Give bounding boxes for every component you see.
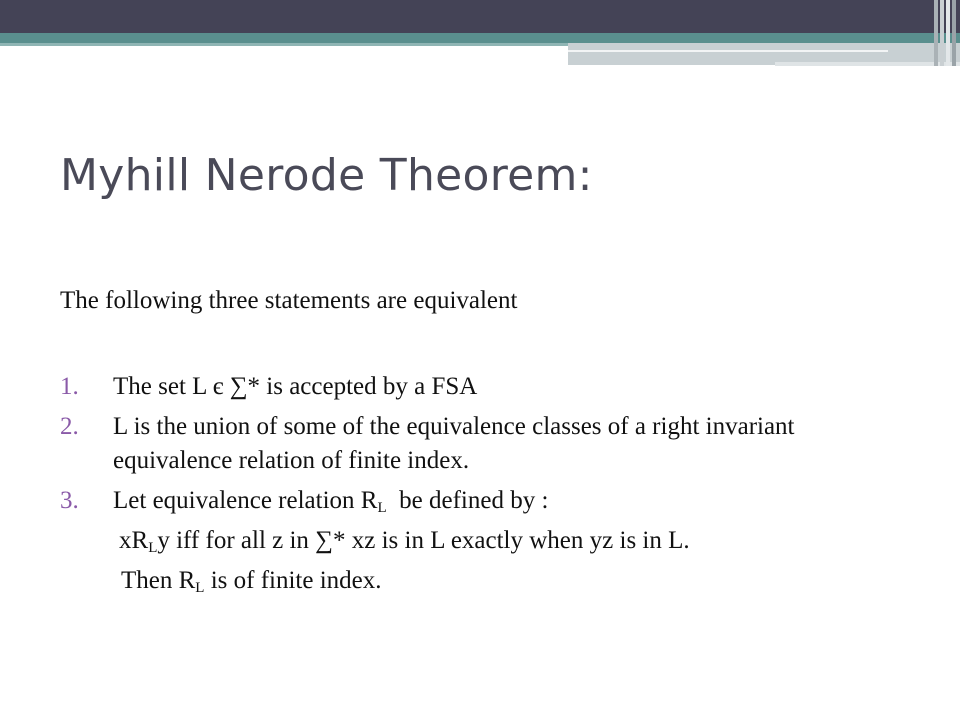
list-item-text (113, 484, 920, 518)
text-part: xR (119, 527, 149, 554)
text-part: Let equivalence relation R (113, 487, 378, 514)
list-item (60, 370, 920, 404)
subscript: L (377, 500, 387, 516)
header-band-white-line (568, 50, 888, 52)
list-item-text: L is the union of some of the equivalence classes of a right invariant equivalence relation of finite index. (113, 413, 795, 474)
header-band-teal-light (0, 43, 568, 46)
header-band-teal (0, 33, 960, 43)
subscript: L (195, 580, 205, 596)
text-part: be defined by : (386, 487, 549, 514)
list-number: 2. (60, 413, 79, 440)
intro-text: The following three statements are equivalent (60, 287, 518, 314)
header-band-grey-small (775, 62, 960, 66)
header-band-dark (0, 0, 960, 33)
text-part: y iff for all z in ∑* xz is in L exactly when yz is in L. (157, 527, 690, 554)
list-item-text: The set L є ∑* is accepted by a FSA (113, 373, 478, 400)
continuation-line-2 (121, 564, 920, 598)
list-number: 1. (60, 373, 79, 400)
slide-title: Myhill Nerode Theorem: (60, 150, 593, 201)
list-number: 3. (60, 487, 79, 514)
list-item (60, 484, 920, 518)
list-item (60, 410, 920, 478)
statement-list (60, 370, 920, 598)
subscript: L (148, 540, 158, 556)
text-part: is of finite index. (204, 567, 382, 594)
header-stripes (934, 0, 960, 66)
continuation-line-1 (119, 524, 920, 558)
text-part: Then R (121, 567, 196, 594)
